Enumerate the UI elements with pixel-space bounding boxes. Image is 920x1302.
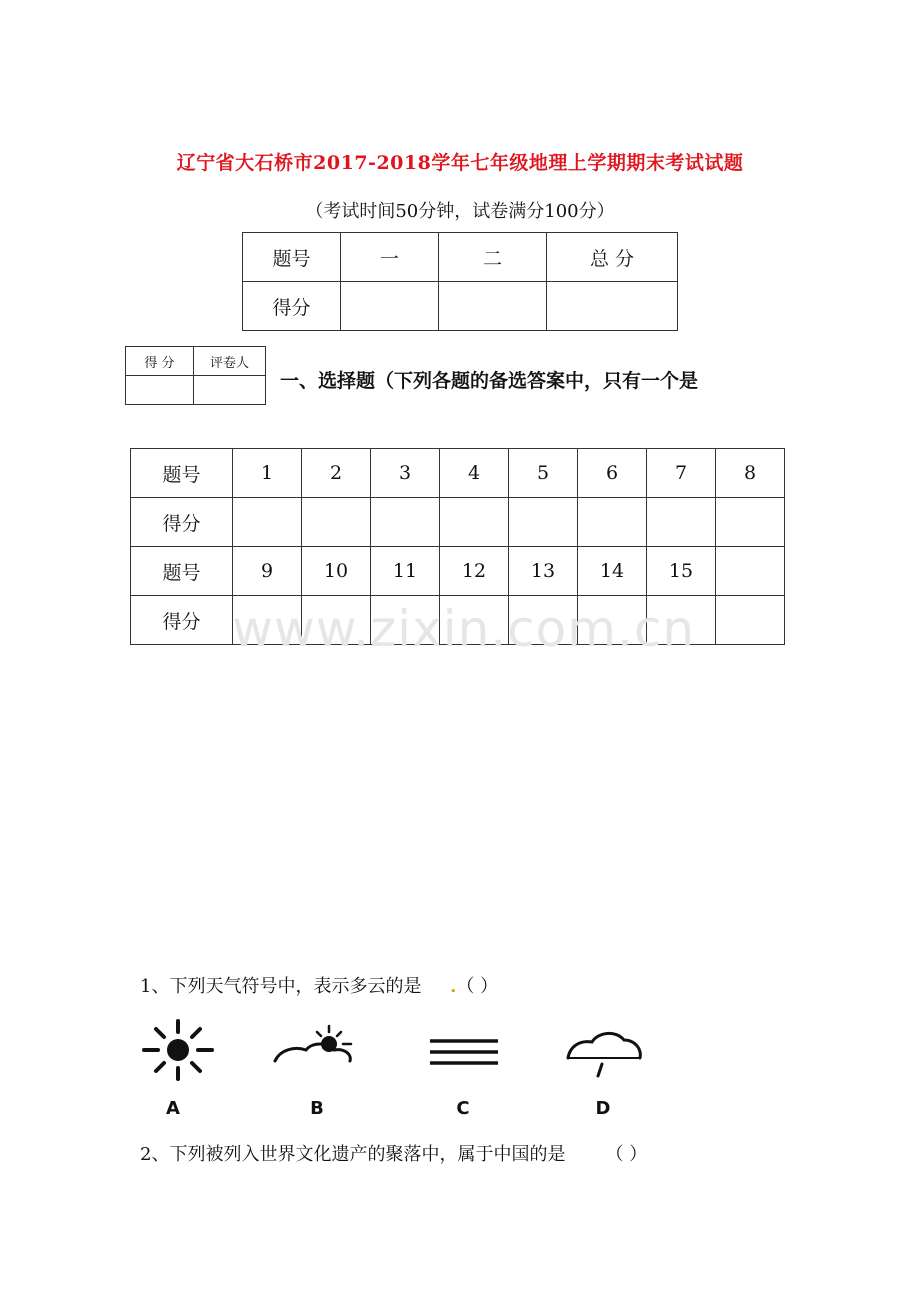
table-cell: 得分 [243, 282, 341, 331]
fog-icon [426, 1018, 502, 1082]
table-row [131, 449, 785, 498]
score-field[interactable] [547, 282, 678, 331]
answer-field[interactable] [371, 498, 440, 547]
option-label-c: C [456, 1098, 470, 1119]
option-label-b: B [310, 1098, 324, 1119]
cloudy-icon [272, 1018, 362, 1082]
table-cell: 题号 [243, 233, 341, 282]
exam-info: （考试时间50分钟，试卷满分100分） [305, 201, 615, 222]
option-label-d: D [595, 1098, 611, 1119]
answer-field[interactable] [440, 498, 509, 547]
question-2 [140, 1140, 647, 1166]
table-cell: 3 [371, 449, 440, 498]
question-text: 1、下列天气符号中，表示多云的是 [140, 976, 422, 997]
table-row [243, 233, 678, 282]
table-cell: 题号 [131, 449, 233, 498]
table-cell: 9 [233, 547, 302, 596]
option-label-a: A [166, 1098, 180, 1119]
grader-table [125, 346, 266, 405]
score-summary-table [242, 232, 678, 331]
table-row [131, 498, 785, 547]
table-cell [716, 547, 785, 596]
question-1 [140, 972, 498, 998]
grader-field[interactable] [194, 376, 266, 405]
table-cell: 题号 [131, 547, 233, 596]
table-cell: 14 [578, 547, 647, 596]
table-cell: 二 [439, 233, 547, 282]
table-row [126, 376, 266, 405]
table-cell: 2 [302, 449, 371, 498]
table-cell: 5 [509, 449, 578, 498]
answer-field[interactable] [647, 498, 716, 547]
table-cell: 总 分 [547, 233, 678, 282]
answer-field[interactable] [716, 596, 785, 645]
shower-icon [564, 1018, 644, 1082]
watermark: www.zixin.com.cn [232, 600, 696, 658]
table-cell: 7 [647, 449, 716, 498]
table-cell: 15 [647, 547, 716, 596]
section-heading: 一、选择题（下列各题的备选答案中，只有一个是 [280, 370, 699, 392]
page-title: 辽宁省大石桥市2017-2018学年七年级地理上学期期末考试试题 [176, 152, 744, 174]
table-cell: 13 [509, 547, 578, 596]
table-cell: 4 [440, 449, 509, 498]
answer-field[interactable] [716, 498, 785, 547]
table-cell: 10 [302, 547, 371, 596]
table-cell: 1 [233, 449, 302, 498]
score-field[interactable] [439, 282, 547, 331]
table-cell: 8 [716, 449, 785, 498]
answer-field[interactable] [233, 498, 302, 547]
answer-blank[interactable]: （ ） [456, 976, 499, 997]
answer-blank[interactable]: （ ） [605, 1144, 648, 1165]
table-cell: 11 [371, 547, 440, 596]
answer-field[interactable] [578, 498, 647, 547]
table-cell: 评卷人 [194, 347, 266, 376]
table-row [243, 282, 678, 331]
question-text: 2、下列被列入世界文化遗产的聚落中，属于中国的是 [140, 1144, 566, 1165]
table-cell: 得 分 [126, 347, 194, 376]
table-row [126, 347, 266, 376]
table-cell: 得分 [131, 498, 233, 547]
table-row [131, 547, 785, 596]
marker-dot: . [450, 976, 457, 997]
table-cell: 得分 [131, 596, 233, 645]
score-field[interactable] [126, 376, 194, 405]
table-cell: 一 [341, 233, 439, 282]
table-cell: 6 [578, 449, 647, 498]
score-field[interactable] [341, 282, 439, 331]
answer-field[interactable] [509, 498, 578, 547]
sunny-icon [138, 1018, 218, 1082]
table-cell: 12 [440, 547, 509, 596]
answer-field[interactable] [302, 498, 371, 547]
